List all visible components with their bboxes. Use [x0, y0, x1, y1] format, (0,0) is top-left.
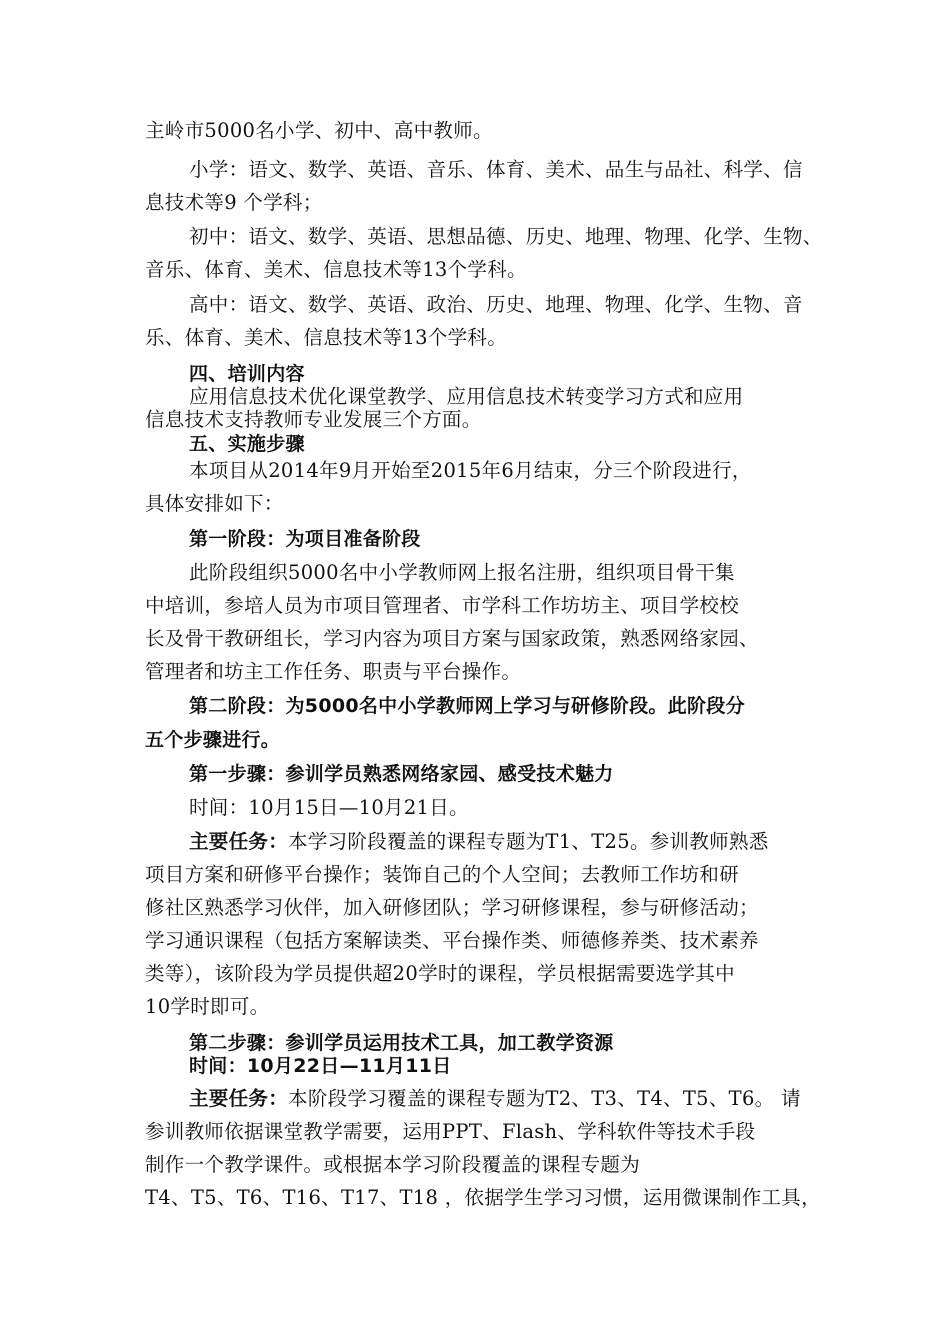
text-line: 此阶段组织5000名中小学教师网上报名注册，组织项目骨干集 [189, 561, 735, 584]
text-line: 长及骨干教研组长，学习内容为项目方案与国家政策，熟悉网络家园、 [145, 627, 759, 650]
text-line: 时间：10月15日—10月21日。 [189, 796, 469, 819]
text-line: 10学时即可。 [145, 995, 270, 1018]
text-line: 高中：语文、数学、英语、政治、历史、地理、物理、化学、生物、音 [189, 293, 803, 316]
text-line: 初中：语文、数学、英语、思想品德、历史、地理、物理、化学、生物、 [189, 225, 823, 248]
step-time: 时间：10月22日—11月11日 [189, 1055, 452, 1077]
text-line: 音乐、体育、美术、信息技术等13个学科。 [145, 258, 527, 281]
section-heading: 四、培训内容 [189, 363, 305, 385]
text-line: 乐、体育、美术、信息技术等13个学科。 [145, 326, 508, 349]
text-line: 信息技术支持教师专业发展三个方面。 [145, 408, 482, 431]
step-heading: 第二步骤：参训学员运用技术工具，加工教学资源 [189, 1032, 614, 1054]
task-label: 主要任务： [189, 830, 289, 853]
text-line: T4、T5、T6、T16、T17、T18 ，依据学生学习习惯，运用微课制作工具， [145, 1186, 821, 1209]
text-line: 修社区熟悉学习伙伴，加入研修团队；学习研修课程，参与研修活动； [145, 896, 759, 919]
text-line: 息技术等9 个学科； [145, 191, 323, 214]
text-line: 小学：语文、数学、英语、音乐、体育、美术、品生与品社、科学、信 [189, 158, 803, 181]
task-text: 本阶段学习覆盖的课程专题为T2、T3、T4、T5、T6。 请 [288, 1087, 801, 1110]
text-line: 项目方案和研修平台操作；装饰自己的个人空间；去教师工作坊和研 [145, 863, 740, 886]
stage-heading-cont: 五个步骤进行。 [145, 729, 281, 751]
text-line: 中培训，参培人员为市项目管理者、市学科工作坊坊主、项目学校校 [145, 594, 740, 617]
stage-heading: 第二阶段：为5000名中小学教师网上学习与研修阶段。此阶段分 [189, 695, 745, 717]
text-line: 管理者和坊主工作任务、职责与平台操作。 [145, 660, 522, 683]
text-line: 具体安排如下： [145, 492, 284, 515]
text-line: 类等），该阶段为学员提供超20学时的课程，学员根据需要选学其中 [145, 962, 735, 985]
text-line: 本项目从2014年9月开始至2015年6月结束，分三个阶段进行， [189, 459, 752, 482]
task-text: 本学习阶段覆盖的课程专题为T1、T25。参训教师熟悉 [288, 830, 769, 853]
stage-heading: 第一阶段：为项目准备阶段 [189, 528, 421, 550]
task-line [189, 1086, 801, 1112]
section-heading: 五、实施步骤 [189, 433, 305, 455]
task-line [189, 829, 769, 855]
text-line: 制作一个教学课件。或根据本学习阶段覆盖的课程专题为 [145, 1153, 641, 1176]
task-label: 主要任务： [189, 1087, 289, 1110]
text-line: 参训教师依据课堂教学需要，运用PPT、Flash、学科软件等技术手段 [145, 1120, 756, 1143]
text-line: 主岭市5000名小学、初中、高中教师。 [145, 119, 493, 142]
step-heading: 第一步骤：参训学员熟悉网络家园、感受技术魅力 [189, 763, 614, 785]
text-line: 应用信息技术优化课堂教学、应用信息技术转变学习方式和应用 [189, 385, 744, 408]
text-line: 学习通识课程（包括方案解读类、平台操作类、师德修养类、技术素养 [145, 929, 759, 952]
